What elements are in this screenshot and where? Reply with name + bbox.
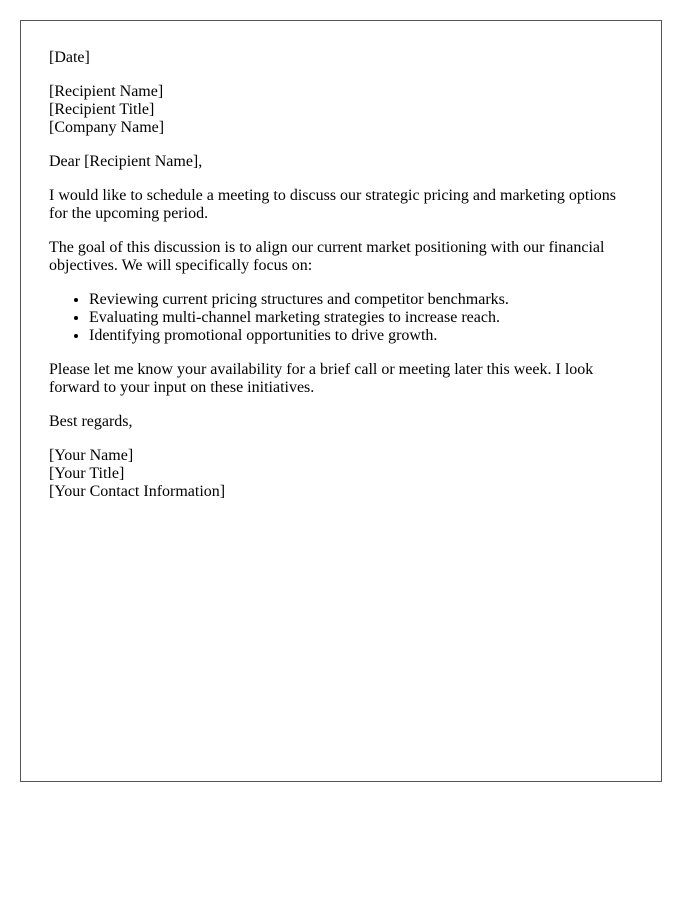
recipient-block xyxy=(49,83,629,137)
sender-block xyxy=(49,447,629,501)
letter-body xyxy=(49,49,629,501)
closing-line: forward to your input on these initiatives. xyxy=(49,379,315,396)
focus-points-list xyxy=(49,291,629,345)
intro-line: I would like to schedule a meeting to discuss our strategic pricing and marketing options xyxy=(49,187,616,204)
date-line xyxy=(49,49,629,67)
intro-paragraph xyxy=(49,187,629,223)
sender-contact: [Your Contact Information] xyxy=(49,483,226,500)
recipient-name: [Recipient Name] xyxy=(49,83,164,100)
date-text: [Date] xyxy=(49,49,90,66)
sender-name: [Your Name] xyxy=(49,447,134,464)
salutation-text: Dear [Recipient Name], xyxy=(49,153,203,170)
intro-line: for the upcoming period. xyxy=(49,205,209,222)
goal-line: The goal of this discussion is to align our current market positioning with our financial xyxy=(49,239,605,256)
goal-line: objectives. We will specifically focus on: xyxy=(49,257,313,274)
closing-paragraph xyxy=(49,361,629,397)
list-item: • Evaluating multi-channel marketing strategies to increase reach. xyxy=(89,309,629,327)
salutation xyxy=(49,153,629,171)
closing-line: Please let me know your availability for a brief call or meeting later this week. I look xyxy=(49,361,594,378)
goal-paragraph xyxy=(49,239,629,275)
sender-title: [Your Title] xyxy=(49,465,125,482)
list-item: • Identifying promotional opportunities to drive growth. xyxy=(89,327,629,345)
list-item: • Reviewing current pricing structures and competitor benchmarks. xyxy=(89,291,629,309)
sign-off-text: Best regards, xyxy=(49,413,133,430)
sign-off xyxy=(49,413,629,431)
recipient-title: [Recipient Title] xyxy=(49,101,155,118)
recipient-company: [Company Name] xyxy=(49,119,165,136)
letter-page xyxy=(20,20,662,782)
